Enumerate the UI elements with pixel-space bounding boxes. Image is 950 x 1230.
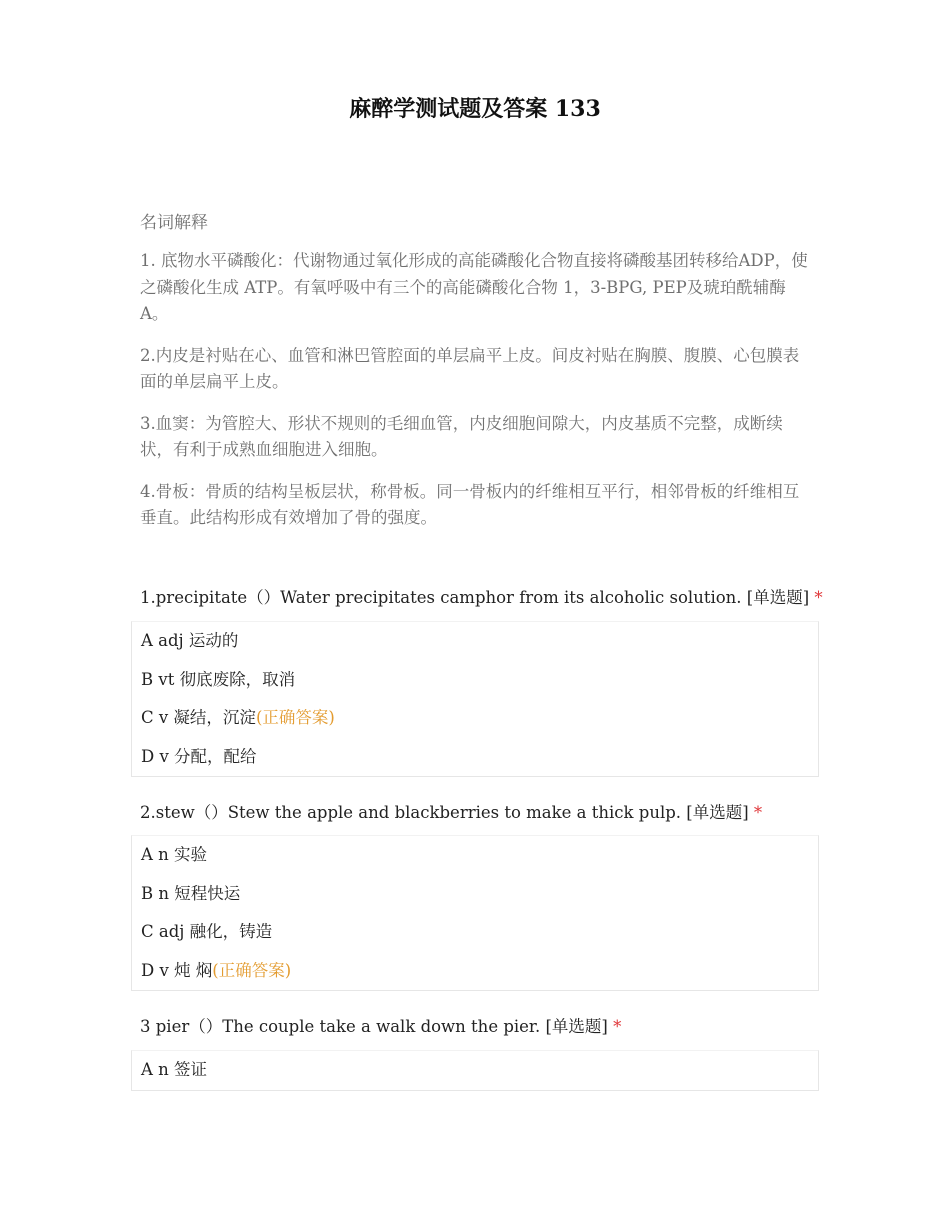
option-label: B vt 彻底废除，取消 — [141, 669, 296, 689]
option-label: C v 凝结，沉淀 — [141, 708, 256, 728]
required-mark: * — [753, 803, 763, 822]
definition-item: 3.血窦：为管腔大、形状不规则的毛细血管，内皮细胞间隙大，内皮基质不完整，成断续状，有利于成熟血细胞进入细胞。 — [140, 413, 783, 459]
question-1-options — [131, 621, 819, 777]
option-label: D v 炖 焖 — [141, 960, 213, 980]
option-label: C adj 融化，铸造 — [141, 922, 273, 942]
question-2-title — [140, 799, 762, 823]
required-mark: * — [613, 1017, 622, 1036]
option-a[interactable] — [132, 836, 818, 875]
option-label: A n 实验 — [141, 845, 208, 864]
correct-answer-label: (正确答案) — [212, 960, 292, 980]
question-3-title — [140, 1013, 621, 1037]
definition-item: 1. 底物水平磷酸化：代谢物通过氧化形成的高能磷酸化合物直接将磷酸基团转移给ADP，使之磷酸化生成 ATP。有氧呼吸中有三个的高能磷酸化合物 1，3-BPG, PEP及琥珀酰辅酶 A。 — [140, 251, 808, 323]
option-label: A adj 运动的 — [141, 631, 239, 650]
option-label: D v 分配，配给 — [141, 746, 257, 766]
option-a[interactable] — [132, 622, 818, 661]
option-a[interactable] — [132, 1051, 818, 1090]
question-3-options — [131, 1050, 819, 1091]
required-mark: * — [814, 588, 823, 607]
option-label: B n 短程快运 — [141, 883, 241, 903]
option-d[interactable] — [132, 738, 818, 777]
option-c[interactable] — [132, 913, 818, 952]
option-b[interactable] — [132, 875, 818, 914]
page-title: 麻醉学测试题及答案 133 — [349, 96, 601, 122]
section-heading: 名词解释 — [140, 213, 208, 233]
definition-item: 4.骨板：骨质的结构呈板层状，称骨板。同一骨板内的纤维相互平行，相邻骨板的纤维相互垂直。此结构形成有效增加了骨的强度。 — [140, 481, 800, 527]
option-c[interactable] — [132, 699, 818, 738]
correct-answer-label: (正确答案) — [255, 708, 335, 728]
question-text: 3 pier（）The couple take a walk down the pier. [单选题] — [140, 1017, 608, 1036]
question-text: 1.precipitate（）Water precipitates camphor from its alcoholic solution. [单选题] — [140, 588, 810, 607]
question-1-title — [140, 584, 823, 608]
question-2-options — [131, 835, 819, 991]
definitions-list — [140, 248, 815, 547]
option-b[interactable] — [132, 661, 818, 700]
question-text: 2.stew（）Stew the apple and blackberries to make a thick pulp. [单选题] — [140, 803, 749, 822]
option-label: A n 签证 — [141, 1060, 208, 1079]
option-d[interactable] — [132, 952, 818, 991]
definition-item: 2.内皮是衬贴在心、血管和淋巴管腔面的单层扁平上皮。间皮衬贴在胸膜、腹膜、心包膜表面的单层扁平上皮。 — [140, 345, 800, 391]
